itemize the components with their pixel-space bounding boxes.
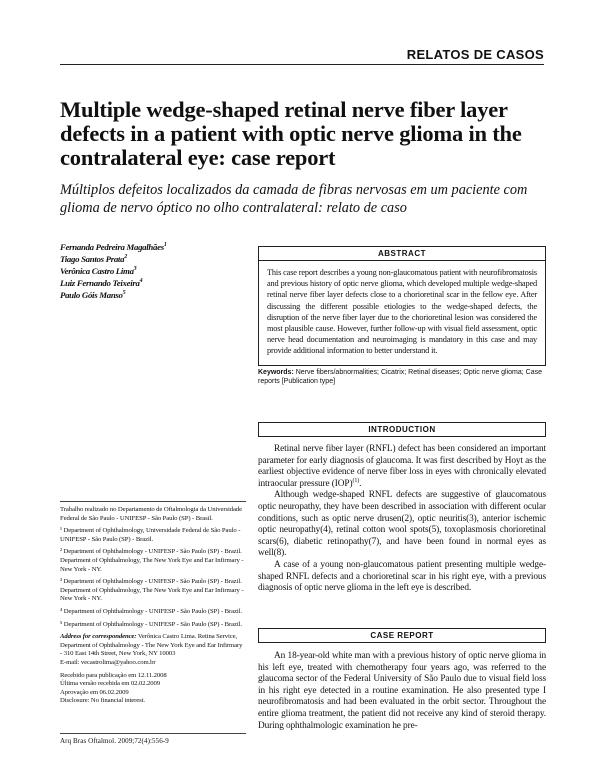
journal-citation: Arq Bras Oftalmol. 2009;72(4):556-9 xyxy=(60,737,169,745)
keywords-label: Keywords: xyxy=(258,369,294,376)
author: Luiz Fernando Teixeira$^4$ xyxy=(60,278,143,288)
header-rule xyxy=(60,64,544,65)
author: Tiago Santos Prata$^2$ xyxy=(60,254,127,264)
footnote-affiliation: ¹ Department of Ophthalmology, Universidade Federal de São Paulo - UNIFESP - São Paulo (SP) - Brazil. xyxy=(60,527,241,543)
paragraph: Retinal nerve fiber layer (RNFL) defect has been considered an important parameter for early diagnosis of glaucoma. It was first described by Hoyt as the earliest objective evidence of nerve fiber loss in eyes with chronically elevated intraocular pressure (IOP)$^{(1)}$. xyxy=(258,444,546,489)
paragraph: Although wedge-shaped RNFL defects are suggestive of glaucomatous optic neuropathy, they have been described in association with different ocular conditions, such as optic nerve drusen(2), optic neuritis(3), anterior ischemic optic neuropathy(4), retinal cotton wool spots(5), toxoplasmosis chorioretinal scars(6), diabetic retinopathy(7), and have been found in normal eyes as well(8). xyxy=(258,490,546,559)
section-label: RELATOS DE CASOS xyxy=(406,47,544,62)
keywords-text: Nerve fibers/abnormalities; Cicatrix; Retinal diseases; Optic nerve glioma; Case reports [Publication type] xyxy=(258,369,543,385)
case-report-heading: CASE REPORT xyxy=(370,631,434,640)
footnote-disclosure: Disclosure: No financial interest. xyxy=(60,697,145,705)
article-subtitle: Múltiplos defeitos localizados da camada de fibras nervosas em um paciente com glioma de nervo óptico no olho contralateral: relato de caso xyxy=(60,182,528,216)
footnote-work: Trabalho realizado no Departamento de Oftalmologia da Universidade Federal de São Paulo - UNIFESP - São Paulo (SP) - Brasil. xyxy=(60,506,243,522)
footnote-received: Recebido para publicação em 12.11.2008 xyxy=(60,671,167,679)
introduction-text xyxy=(258,444,546,595)
footnote-email: E-mail: vecastrolima@yahoo.com.br xyxy=(60,658,156,666)
footnote-approved: Aprovação em 06.02.2009 xyxy=(60,688,129,696)
footnote-affiliation: ⁵ Department of Ophthalmology - UNIFESP - São Paulo (SP) - Brazil. xyxy=(60,620,242,628)
introduction-heading: INTRODUCTION xyxy=(368,425,436,434)
footnote-affiliation: ⁴ Department of Ophthalmology - UNIFESP - São Paulo (SP) - Brazil. xyxy=(60,607,242,615)
footer-rule xyxy=(60,733,246,734)
footnotes xyxy=(60,501,246,706)
author: Paulo Góis Manso$^5$ xyxy=(60,290,126,300)
article-title: Multiple wedge-shaped retinal nerve fiber layer defects in a patient with optic nerve glioma in the contralateral eye: case report xyxy=(60,97,522,170)
author: Fernanda Pedreira Magalhães$^1$ xyxy=(60,242,167,252)
case-report-heading-box xyxy=(258,628,546,643)
introduction-heading-box xyxy=(258,422,546,437)
author: Verônica Castro Lima$^3$ xyxy=(60,266,137,276)
footnote-affiliation: ² Department of Ophthalmology - UNIFESP - São Paulo (SP) - Brazil. Department of Ophthalmology, The New York Eye and Ear Infirmary - New York - NY. xyxy=(60,548,244,573)
footnote-correspondence: Address for correspondence: Verônica Castro Lima. Retina Service, Department of Ophthalmology - The New York Eye and Ear Infirmary - 310 East 14th Street, New York, NY 10003 xyxy=(60,633,243,658)
footnote-affiliation: ³ Department of Ophthalmology - UNIFESP - São Paulo (SP) - Brazil. Department of Ophthalmology, The New York Eye and Ear Infirmary - New York - NY. xyxy=(60,578,244,603)
paragraph: An 18-year-old white man with a previous history of optic nerve glioma in his left eye, treated with chemotherapy four years ago, was referred to the glaucoma sector of the Federal University of São Paulo due to visual field loss in his right eye detected in a routine examination. He also presented type I neurofibromatosis and had been evaluated in the orbit sector. Throughout the entire glioma treatment, the patient did not receive any kind of steroid therapy. During ophthalmologic examination he pre- xyxy=(258,651,546,731)
keywords xyxy=(258,368,546,386)
abstract-heading: ABSTRACT xyxy=(259,247,545,261)
footnote-rule xyxy=(60,501,246,502)
abstract-text: This case report describes a young non-glaucomatous patient with neurofibromatosis and previous history of optic nerve glioma, which developed multiple wedge-shaped retinal nerve fiber layer defects close to a chorioretinal scar in the fellow eye. After discussing the different possible etiologies to the wedge-shaped defects, the disruption of the nerve fiber layer due to the chorioretinal lesion was considered the most plausible cause. However, further follow-up with visual field assessment, optic nerve head documentation and neuroimaging is mandatory in this case and may provide additional information to better understand it. xyxy=(267,268,537,356)
case-report-text xyxy=(258,651,546,732)
author-list xyxy=(60,241,250,301)
paragraph: A case of a young non-glaucomatous patient presenting multiple wedge-shaped RNFL defects and a chorioretinal scar in his right eye, with a previous diagnosis of optic nerve glioma in the left eye is described. xyxy=(258,559,546,594)
abstract-box xyxy=(258,246,546,366)
footnote-revised: Última versão recebida em 02.02.2009 xyxy=(60,680,161,688)
